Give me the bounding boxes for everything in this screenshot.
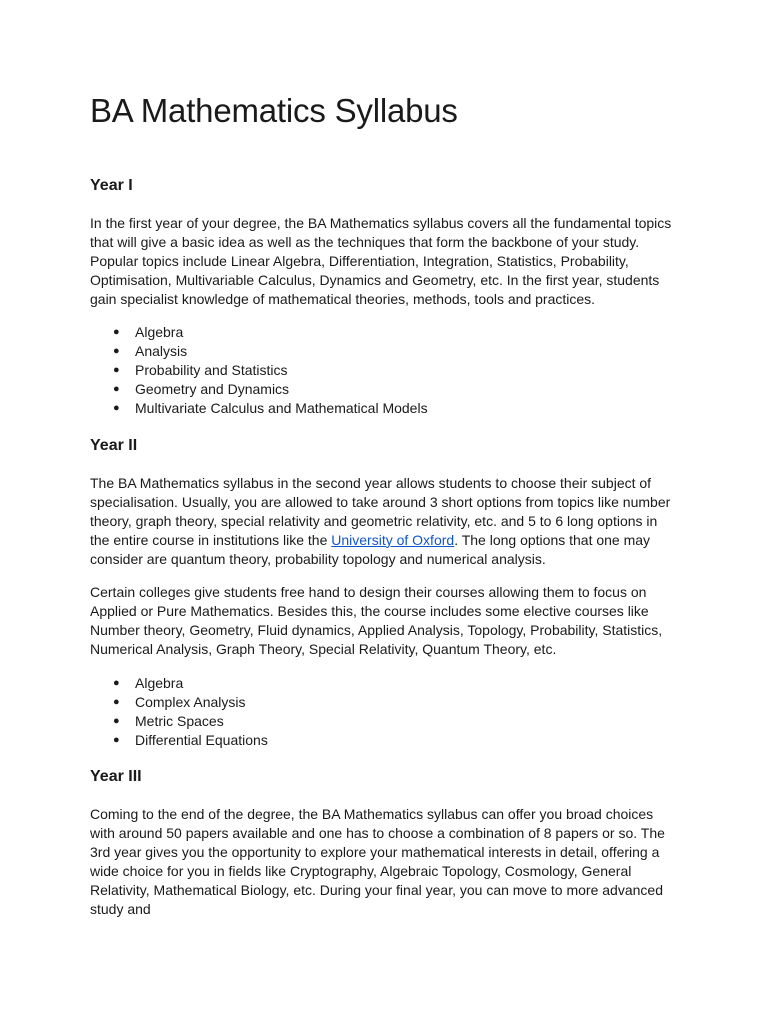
year-2-subject-list (90, 674, 268, 750)
year-1-paragraph: In the first year of your degree, the BA Mathematics syllabus covers all the fundamental topics that will give a basic idea as well as the techniques that form the backbone of your study. Popular topics include Linear Algebra, Differentiation, Integration, Statistics, Probability, Optimisation, Multivariable Calculus, Dynamics and Geometry, etc. In the first year, students gain specialist knowledge of mathematical theories, methods, tools and practices. (90, 215, 672, 307)
list-item-label: Algebra (135, 675, 184, 691)
list-item (90, 342, 428, 361)
bullet-icon: ● (113, 695, 120, 708)
bullet-icon: ● (113, 733, 120, 746)
list-item-label: Probability and Statistics (135, 361, 288, 378)
year-3-paragraph: Coming to the end of the degree, the BA Mathematics syllabus can offer you broad choices with around 50 papers available and one has to choose a combination of 8 papers or so. The 3rd year gives you the opportunity to explore your mathematical interests in detail, offering a wide choice for you in fields like Cryptography, Algebraic Topology, Cosmology, General Relativity, Mathematical Biology, etc. During your final year, you can move to more advanced study and (90, 806, 665, 917)
bullet-icon: ● (113, 326, 120, 338)
bullet-icon: ● (113, 401, 120, 414)
list-item-label: Analysis (135, 342, 188, 359)
year-2-paragraph-2: Certain colleges give students free hand to design their courses allowing them to focus on Applied or Pure Mathematics. Besides this, the course includes some elective courses like Number theory, Geometry, Fluid dynamics, Applied Analysis, Topology, Probability, Statistics, Numerical Analysis, Graph Theory, Special Relativity, Quantum Theory, etc. (90, 584, 663, 657)
document-title: BA Mathematics Syllabus (90, 92, 458, 129)
university-of-oxford-link[interactable]: University of Oxford (331, 531, 455, 548)
list-item (90, 712, 268, 731)
list-item-label: Multivariate Calculus and Mathematical Models (135, 399, 428, 416)
list-item-label: Complex Analysis (135, 693, 246, 710)
list-item (90, 323, 428, 342)
year-2-paragraph-1-text-end: . The long options that one may consider are quantum theory, probability topology and numerical analysis. (90, 531, 651, 567)
bullet-icon: ● (113, 363, 120, 376)
year-1-heading: Year I (90, 177, 133, 194)
list-item (90, 399, 428, 418)
list-item-label: Differential Equations (135, 731, 268, 748)
list-item (90, 693, 268, 712)
year-2-paragraph-1-text: The BA Mathematics syllabus in the second year allows students to choose their subject of specialisation. Usually, you are allowed to take around 3 short options from topics like number theory, graph theory, special relativity and geometric relativity, etc. and 5 to 6 long options in the entire course in institutions like the (90, 475, 671, 548)
list-item (90, 731, 268, 750)
bullet-icon: ● (113, 677, 120, 689)
list-item (90, 361, 428, 380)
year-3-heading: Year III (90, 768, 142, 785)
list-item-label: Geometry and Dynamics (135, 380, 290, 397)
bullet-icon: ● (113, 382, 120, 395)
list-item (90, 380, 428, 399)
list-item-label: Algebra (135, 324, 184, 340)
year-2-paragraph-1 (90, 474, 680, 569)
year-2-heading: Year II (90, 437, 138, 454)
list-item (90, 674, 268, 693)
list-item-label: Metric Spaces (135, 712, 224, 729)
bullet-icon: ● (113, 714, 120, 727)
year-1-subject-list (90, 323, 428, 417)
bullet-icon: ● (113, 344, 120, 357)
